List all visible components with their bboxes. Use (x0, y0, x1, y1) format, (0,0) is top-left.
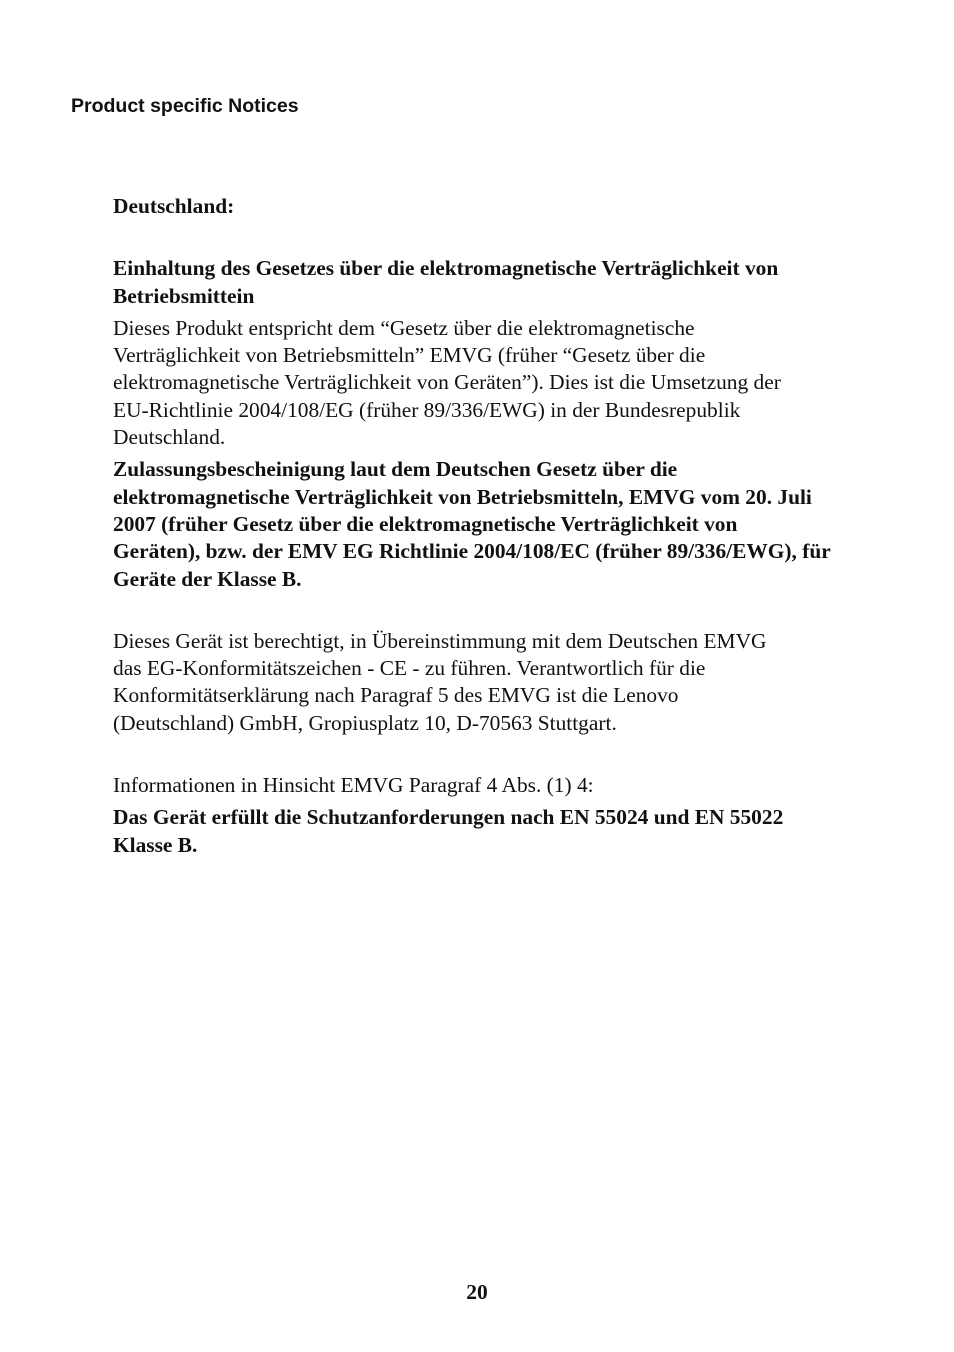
law-heading (113, 255, 903, 310)
paragraph-line: das EG-Konformitätszeichen - CE - zu führen. Verantwortlich für die (113, 656, 706, 681)
paragraph-line: (Deutschland) GmbH, Gropiusplatz 10, D-70563 Stuttgart. (113, 710, 617, 735)
paragraph-line: EU-Richtlinie 2004/108/EG (früher 89/336/EWG) in der Bundesrepublik (113, 397, 741, 422)
compliance-statement (113, 804, 903, 859)
compliance-line: Klasse B. (113, 832, 198, 857)
paragraph-line: Konformitätserklärung nach Paragraf 5 des EMVG ist die Lenovo (113, 683, 679, 708)
page-number: 20 (466, 1280, 488, 1304)
law-heading-line: Einhaltung des Gesetzes über die elektromagnetische Verträglichkeit von (113, 256, 779, 281)
paragraph-line: elektromagnetische Verträglichkeit von Geräten”). Dies ist die Umsetzung der (113, 370, 781, 395)
law-heading-line: Betriebsmittein (113, 283, 255, 308)
conformity-paragraph (113, 315, 903, 451)
certification-line: 2007 (früher Gesetz über die elektromagnetische Verträglichkeit von (113, 511, 738, 536)
paragraph-line: Deutschland. (113, 425, 226, 450)
compliance-line: Das Gerät erfüllt die Schutzanforderungen nach EN 55024 und EN 55022 (113, 805, 784, 830)
country-heading: Deutschland: (113, 194, 235, 218)
certification-statement (113, 456, 903, 592)
certification-line: Geräten), bzw. der EMV EG Richtlinie 2004/108/EC (früher 89/336/EWG), für (113, 539, 831, 564)
info-line: Informationen in Hinsicht EMVG Paragraf 4 Abs. (1) 4: (113, 773, 594, 798)
ce-mark-paragraph (113, 628, 903, 737)
section-header: Product specific Notices (71, 95, 299, 117)
notice-content (113, 193, 903, 859)
certification-line: elektromagnetische Verträglichkeit von Betriebsmitteln, EMVG vom 20. Juli (113, 484, 812, 509)
certification-line: Zulassungsbescheinigung laut dem Deutschen Gesetz über die (113, 457, 678, 482)
certification-line: Geräte der Klasse B. (113, 566, 302, 591)
paragraph-line: Dieses Gerät ist berechtigt, in Übereinstimmung mit dem Deutschen EMVG (113, 628, 767, 653)
paragraph-line: Verträglichkeit von Betriebsmitteln” EMVG (früher “Gesetz über die (113, 343, 706, 368)
paragraph-line: Dieses Produkt entspricht dem “Gesetz über die elektromagnetische (113, 315, 695, 340)
